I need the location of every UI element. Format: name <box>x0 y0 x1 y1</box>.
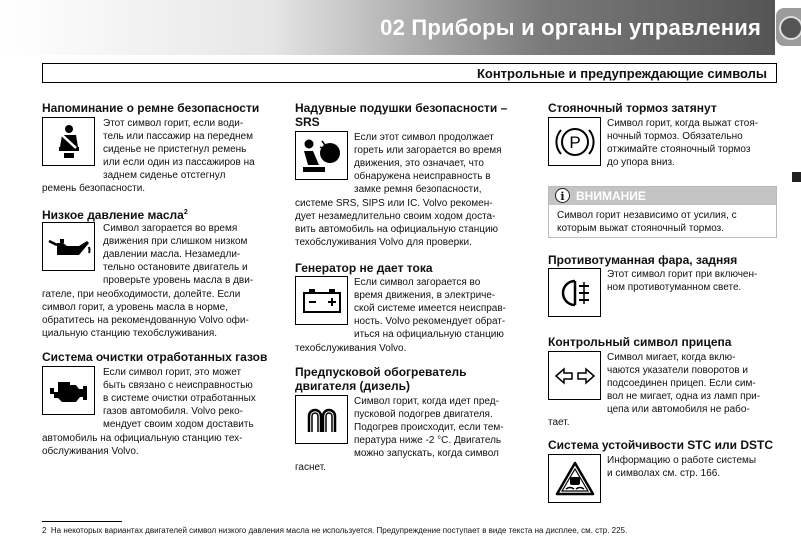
text-line: обратитесь на рекомендованную Volvo офи- <box>42 315 249 326</box>
text-line: которым выжат стояночный тормоз. <box>557 223 725 234</box>
footnote-mark: 2 <box>42 526 47 535</box>
text-line: тельно остановите двигатель и <box>103 262 248 273</box>
trailer-heading: Контрольный символ прицепа <box>548 335 732 349</box>
oil-can-icon <box>42 222 95 271</box>
text-line: автомобиль на официальную станцию тех- <box>42 433 243 444</box>
rear-fog-text <box>607 268 757 294</box>
text-line: можно запускать, когда символ <box>354 448 499 459</box>
text-line: движения при слишком низком <box>103 236 248 247</box>
chapter-title: 02 Приборы и органы управления <box>380 15 761 40</box>
generator-text <box>354 276 506 341</box>
page-header <box>0 0 801 55</box>
srs-heading <box>295 101 507 129</box>
text-line: быть связано с неисправностью <box>103 380 253 391</box>
text-line: мендует своим ходом доставить <box>103 419 254 430</box>
text-line: Символ горит, когда выжат стоя- <box>607 118 759 129</box>
stability-control-icon <box>548 454 601 503</box>
seatbelt-heading: Напоминание о ремне безопасности <box>42 101 260 115</box>
warning-header <box>549 187 776 205</box>
rear-fog-heading: Противотуманная фара, задняя <box>548 253 738 267</box>
chapter-tab <box>776 8 801 46</box>
text-line: и символах см. стр. 166. <box>607 468 721 479</box>
text-line: пусковой подогрев двигателя. <box>354 409 493 420</box>
exhaust-tail <box>42 432 243 458</box>
text-line: Если этот символ продолжает <box>354 132 494 143</box>
trailer-tail: тает. <box>548 417 570 428</box>
text-line: ность. Volvo рекомендует обрат- <box>354 316 506 327</box>
text-line: обнаружена неисправность в <box>354 171 491 182</box>
text-line: Символ горит независимо от усилия, с <box>557 210 737 221</box>
text-line: системе SRS, SIPS или IC. Volvo рекомен- <box>295 198 493 209</box>
stability-heading: Система устойчивости STC или DSTC <box>548 438 774 452</box>
text-line: Если символ загорается во <box>354 277 481 288</box>
text-line: газов автомобиля. Volvo реко- <box>103 406 243 417</box>
text-line: Информацию о работе системы <box>607 455 757 466</box>
text-line: тель или пассажир на переднем <box>103 131 253 142</box>
footnote-text: На некоторых вариантах двигателей символ низкого давления масла не используется. Предупреждение поступает в виде текста на дисплее, см. стр. 225. <box>50 526 628 535</box>
exhaust-text <box>103 366 256 431</box>
generator-heading: Генератор не дает тока <box>295 261 433 275</box>
footnote-ref: 2 <box>183 209 188 216</box>
srs-text <box>354 131 502 196</box>
oil-tail <box>42 288 249 340</box>
side-marker <box>792 172 801 182</box>
heading-line: SRS <box>295 115 320 129</box>
footnote-divider <box>42 521 122 522</box>
turn-arrows-icon <box>548 351 601 400</box>
airbag-icon <box>295 131 348 180</box>
text-line: ночный тормоз. Обязательно <box>607 131 743 142</box>
text-line: техобслуживания Volvo для проверки. <box>295 237 472 248</box>
warning-label: ВНИМАНИЕ <box>576 189 646 203</box>
warning-text <box>557 209 772 235</box>
text-line: Если символ горит, это может <box>103 367 242 378</box>
footnote <box>42 526 627 536</box>
oil-text <box>103 222 253 287</box>
heading-line: двигателя (дизель) <box>295 379 411 393</box>
seatbelt-text <box>103 117 255 182</box>
rear-fog-light-icon <box>548 268 601 317</box>
text-line: Символ мигает, когда вклю- <box>607 352 736 363</box>
glow-plug-heading <box>295 365 467 393</box>
engine-icon <box>42 366 95 415</box>
tab-marker-icon <box>779 16 801 40</box>
battery-icon <box>295 276 348 325</box>
seatbelt-tail: ремень безопасности. <box>42 183 146 194</box>
glow-plug-icon <box>295 395 348 444</box>
exhaust-heading: Система очистки отработанных газов <box>42 350 268 364</box>
section-title: Контрольные и предупреждающие символы <box>476 66 767 81</box>
text-line: давлении масла. Незамедли- <box>103 249 241 260</box>
text-line: обслуживания Volvo. <box>42 446 139 457</box>
text-line: время движения, в электриче- <box>354 290 496 301</box>
text-line: вить автомобиль на официальную станцию <box>295 224 499 235</box>
text-line: Этот символ горит при включен- <box>607 269 758 280</box>
text-line: замке ремня безопасности, <box>354 184 482 195</box>
svg-text:P: P <box>568 132 581 152</box>
generator-tail: техобслуживания Volvo. <box>295 343 407 354</box>
text-line: гореть или загорается во время <box>354 145 502 156</box>
text-line: ном противотуманном свете. <box>607 282 742 293</box>
text-line: заднем сиденье отстегнул <box>103 170 226 181</box>
text-line: Этот символ горит, если води- <box>103 118 244 129</box>
text-line: пература ниже -2 °C. Двигатель <box>354 435 502 446</box>
heading-line: Надувные подушки безопасности – <box>295 101 508 115</box>
parking-brake-heading: Стояночный тормоз затянут <box>548 101 717 115</box>
text-line: движения, это означает, что <box>354 158 484 169</box>
text-line: проверьте уровень масла в дви- <box>103 275 254 286</box>
parking-brake-icon <box>548 117 601 166</box>
text-line: гателе, при необходимости, долейте. Если <box>42 289 241 300</box>
text-line: или если один из пассажиров на <box>103 157 255 168</box>
oil-heading-text: Низкое давление масла <box>42 208 184 222</box>
text-line: чаются указатели поворотов и <box>607 365 748 376</box>
text-line: иться на официальную станцию <box>354 329 504 340</box>
text-line: ской системе имеется неисправ- <box>354 303 507 314</box>
text-line: Символ горит, когда идет пред- <box>354 396 499 407</box>
text-line: вол не мигает, одна из ламп при- <box>607 391 761 402</box>
text-line: сиденье не пристегнул ремень <box>103 144 247 155</box>
text-line: подсоединен прицеп. Если сим- <box>607 378 756 389</box>
text-line: дует незамедлительно своим ходом доста- <box>295 211 496 222</box>
info-icon: i <box>555 188 570 203</box>
text-line: до упора вниз. <box>607 157 675 168</box>
text-line: циальную станцию техобслуживания. <box>42 328 218 339</box>
text-line: Символ загорается во время <box>103 223 238 234</box>
heading-line: Предпусковой обогреватель <box>295 365 467 379</box>
seatbelt-icon <box>42 117 95 166</box>
text-line: отжимайте стояночный тормоз <box>607 144 751 155</box>
oil-heading <box>42 206 188 222</box>
text-line: Подогрев происходит, если тем- <box>354 422 504 433</box>
text-line: символ горит, а уровень масла в норме, <box>42 302 228 313</box>
stability-text <box>607 454 756 480</box>
warning-box <box>548 186 777 238</box>
text-line: в системе очистки отработанных <box>103 393 256 404</box>
srs-tail <box>295 197 498 249</box>
text-line: цепа или автомобиля не рабо- <box>607 404 750 415</box>
parking-brake-text <box>607 117 758 169</box>
glow-plug-tail: гаснет. <box>295 462 326 473</box>
section-title-box <box>42 63 777 83</box>
glow-plug-text <box>354 395 504 460</box>
trailer-text <box>607 351 760 416</box>
